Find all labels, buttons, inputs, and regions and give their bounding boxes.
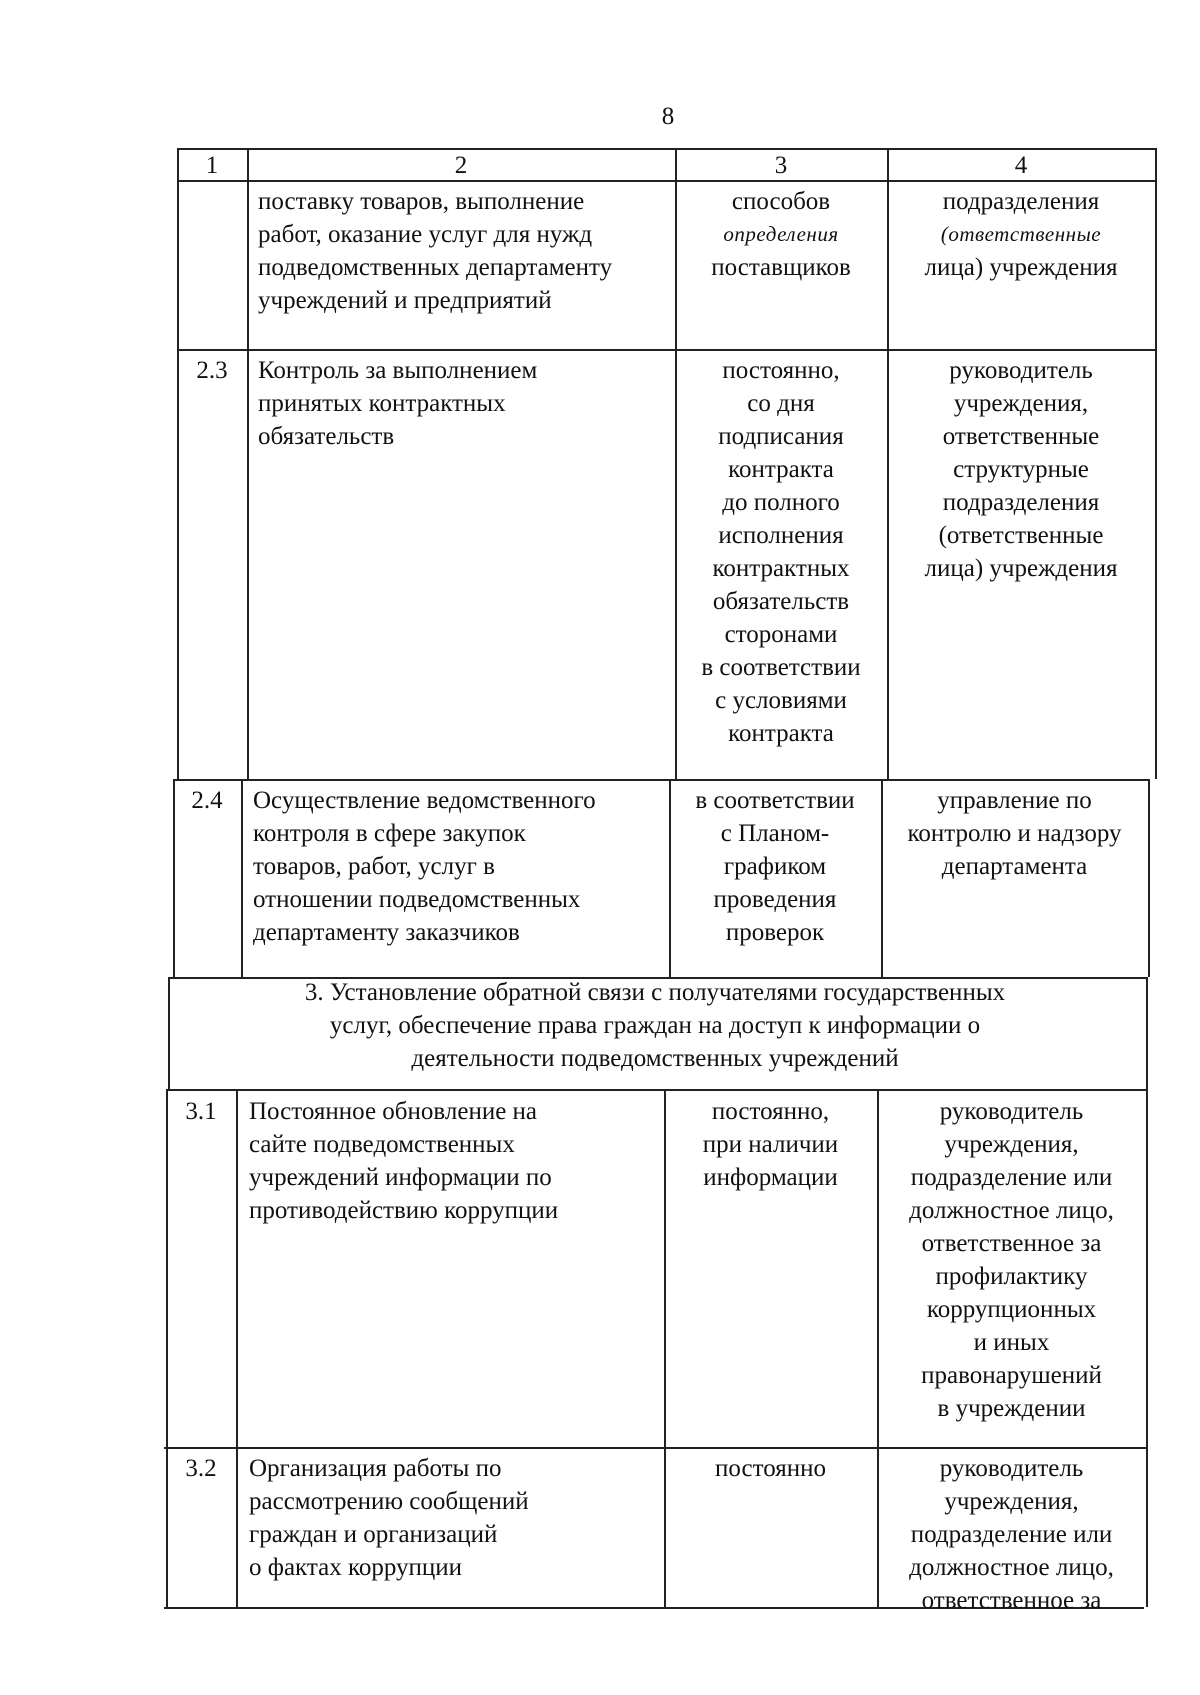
page-number: 8 — [661, 103, 675, 130]
row-2-3-description: Контроль за выполнением принятых контрактных обязательств — [258, 357, 538, 450]
row-2-3-number: 2.3 — [196, 357, 228, 384]
row-2-3-responsible: руководитель учреждения, ответственные структурные подразделения (ответственные лица) учреждения — [924, 357, 1118, 582]
row-3-2-number: 3.2 — [185, 1455, 217, 1482]
row-2-4-responsible: управление по контролю и надзору департамента — [907, 787, 1122, 880]
section-3-title: 3. Установление обратной связи с получателями государственных услуг, обеспечение права граждан на доступ к информации о деятельности подведомственных учреждений — [304, 979, 1006, 1072]
row-3-2-description: Организация работы по рассмотрению сообщений граждан и организаций о фактах коррупции — [249, 1455, 529, 1581]
header-col-4: 4 — [1014, 152, 1028, 179]
continued-row-description: поставку товаров, выполнение работ, оказание услуг для нужд подведомственных департаменту учреждений и предприятий — [258, 188, 613, 314]
continued-row-term: способов определения поставщиков — [711, 188, 851, 281]
row-3-2-term: постоянно — [715, 1455, 826, 1482]
row-3-2-responsible: руководитель учреждения, подразделение или должностное лицо, ответственное за — [909, 1455, 1114, 1614]
row-3-1-term: постоянно, при наличии информации — [702, 1098, 839, 1191]
row-3-1-description: Постоянное обновление на сайте подведомственных учреждений информации по противодействию коррупции — [249, 1098, 559, 1224]
row-3-1-number: 3.1 — [185, 1098, 217, 1125]
header-col-3: 3 — [774, 152, 788, 179]
row-2-4-term: в соответствии с Планом- графиком проведения проверок — [695, 787, 855, 946]
row-2-3-term: постоянно, со дня подписания контракта до полного исполнения контрактных обязательств сторонами в соответствии с условиями контракта — [701, 357, 861, 747]
header-col-2: 2 — [454, 152, 468, 179]
continued-row-responsible: подразделения (ответственные лица) учреждения — [924, 188, 1118, 281]
header-col-1: 1 — [205, 152, 219, 179]
row-2-4-number: 2.4 — [191, 787, 223, 814]
row-2-4-description: Осуществление ведомственного контроля в сфере закупок товаров, работ, услуг в отношении подведомственных департаменту заказчиков — [253, 787, 596, 946]
row-3-1-responsible: руководитель учреждения, подразделение или должностное лицо, ответственное за профилактику коррупционных и иных правонарушений в учреждении — [909, 1098, 1114, 1422]
